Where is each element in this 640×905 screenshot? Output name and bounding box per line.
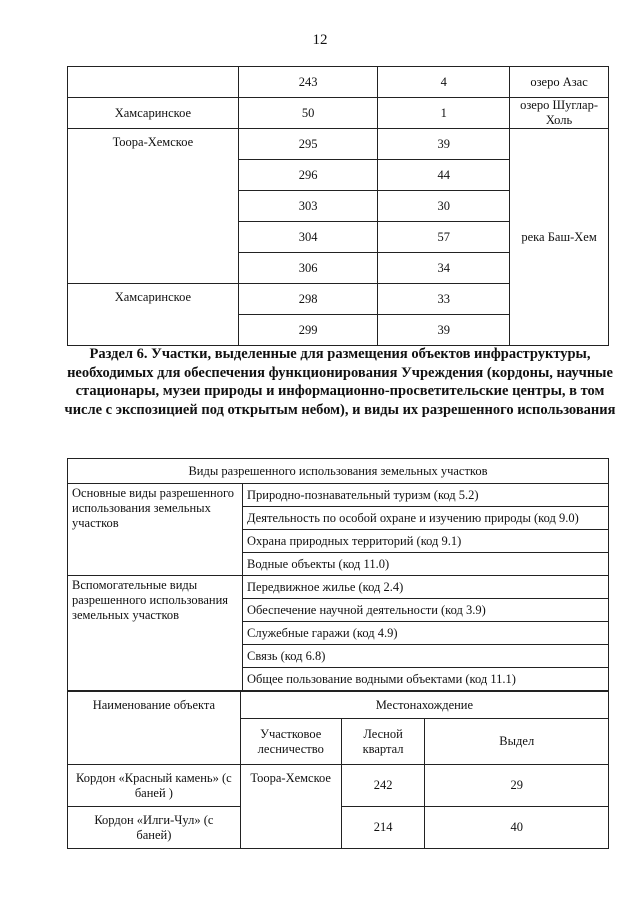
- table-row: [68, 98, 609, 129]
- section-cell: 29: [425, 765, 609, 807]
- location-header: Местонахождение: [240, 692, 608, 719]
- district-cell: [68, 67, 239, 98]
- quarter-cell: 296: [238, 160, 378, 191]
- section-cell: 33: [378, 284, 510, 315]
- table-row: [68, 765, 609, 807]
- district-cell: Хамсаринское: [68, 98, 239, 129]
- section-cell: 39: [378, 315, 510, 346]
- quarter-cell: 243: [238, 67, 378, 98]
- object-cell: озеро Шуглар-Холь: [510, 98, 609, 129]
- table-row: [68, 484, 609, 507]
- object-cell: река Баш-Хем: [510, 129, 609, 346]
- category-label: Основные виды разрешенного использования земельных участков: [68, 484, 243, 576]
- district-cell: Тоора-Хемское: [68, 129, 239, 284]
- quarter-cell: 303: [238, 191, 378, 222]
- use-item: Деятельность по особой охране и изучению природы (код 9.0): [243, 507, 609, 530]
- forestry-header: Участковое лесничество: [240, 719, 341, 765]
- forest-plots-table: [67, 66, 609, 346]
- name-header: Наименование объекта: [68, 692, 241, 765]
- object-name-cell: Кордон «Илги-Чул» (с баней): [68, 807, 241, 849]
- section-cell: 39: [378, 129, 510, 160]
- forestry-cell: Тоора-Хемское: [240, 765, 341, 849]
- use-item: Обеспечение научной деятельности (код 3.9): [243, 599, 609, 622]
- object-name-cell: Кордон «Красный камень» (с баней ): [68, 765, 241, 807]
- quarter-cell: 299: [238, 315, 378, 346]
- quarter-cell: 298: [238, 284, 378, 315]
- section-cell: 40: [425, 807, 609, 849]
- use-item: Служебные гаражи (код 4.9): [243, 622, 609, 645]
- district-cell: Хамсаринское: [68, 284, 239, 346]
- page-number: 12: [312, 32, 328, 48]
- section-heading: Раздел 6. Участки, выделенные для размещения объектов инфраструктуры, необходимых для обеспечения функционирования Учреждения (кордоны, научные стационары, музеи природы и информационно-просветительские центры, в том числе с экспозицией под открытым небом), и виды их разрешенного использования: [64, 346, 616, 418]
- section-cell: 44: [378, 160, 510, 191]
- infrastructure-objects-table: [67, 691, 609, 849]
- table-row: [68, 67, 609, 98]
- use-item: Связь (код 6.8): [243, 645, 609, 668]
- quarter-cell: 214: [341, 807, 425, 849]
- table-row: [68, 459, 609, 484]
- use-item: Водные объекты (код 11.0): [243, 553, 609, 576]
- quarter-cell: 304: [238, 222, 378, 253]
- table-header: Виды разрешенного использования земельных участков: [68, 459, 609, 484]
- use-item: Природно-познавательный туризм (код 5.2): [243, 484, 609, 507]
- object-cell: озеро Азас: [510, 67, 609, 98]
- table-row: [68, 576, 609, 599]
- category-label: Вспомогательные виды разрешенного использования земельных участков: [68, 576, 243, 691]
- use-item: Охрана природных территорий (код 9.1): [243, 530, 609, 553]
- table-row: [68, 692, 609, 719]
- section-cell: 4: [378, 67, 510, 98]
- quarter-cell: 295: [238, 129, 378, 160]
- quarter-cell: 50: [238, 98, 378, 129]
- permitted-use-table: [67, 458, 609, 691]
- section-cell: 30: [378, 191, 510, 222]
- quarter-cell: 242: [341, 765, 425, 807]
- section-header: Выдел: [425, 719, 609, 765]
- quarter-cell: 306: [238, 253, 378, 284]
- use-item: Передвижное жилье (код 2.4): [243, 576, 609, 599]
- use-item: Общее пользование водными объектами (код 11.1): [243, 668, 609, 691]
- quarter-header: Лесной квартал: [341, 719, 425, 765]
- section-cell: 57: [378, 222, 510, 253]
- section-cell: 34: [378, 253, 510, 284]
- table-row: [68, 129, 609, 160]
- section-cell: 1: [378, 98, 510, 129]
